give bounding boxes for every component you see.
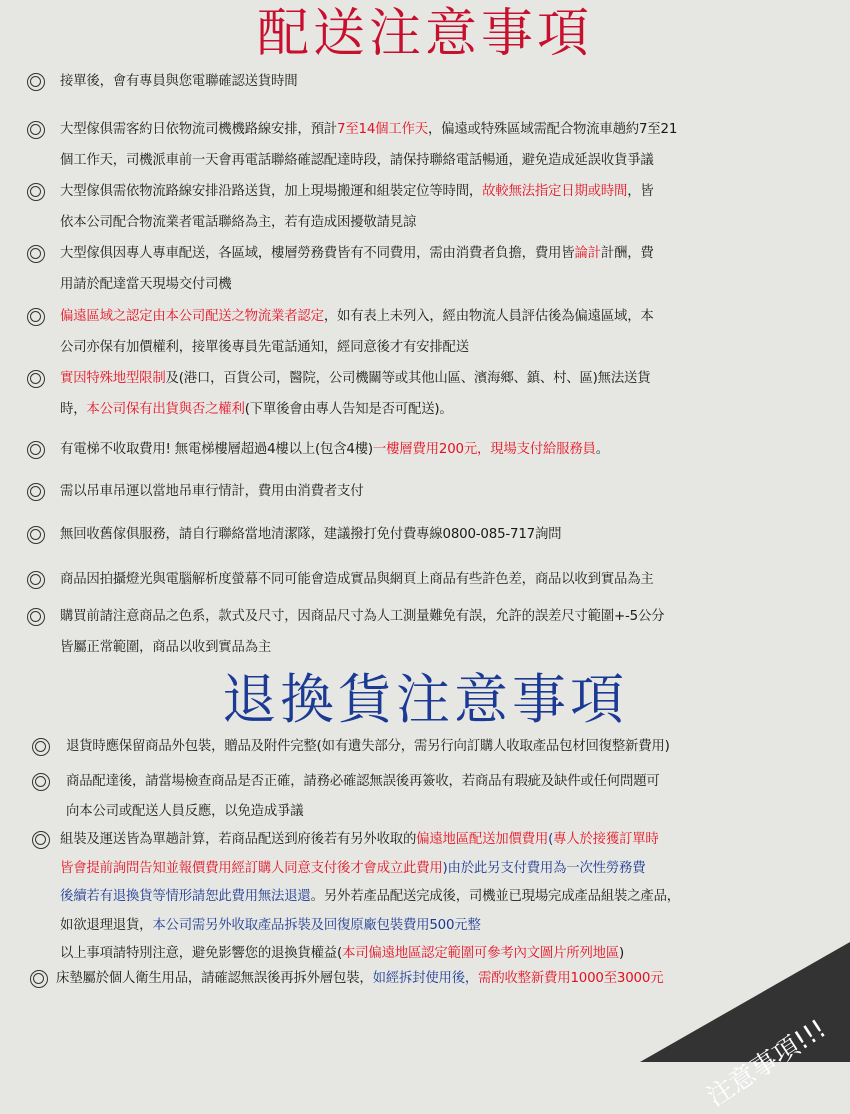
- delivery-notice-item-line: [60, 478, 363, 506]
- delivery-notice-item-line: [60, 303, 654, 331]
- delivery-notice-item-line: [60, 334, 469, 362]
- highlight-red-text: 偏遠地區配送加價費用: [416, 832, 549, 847]
- delivery-notice-item-line: [60, 240, 654, 268]
- delivery-notice-item-line: [60, 209, 416, 237]
- delivery-notice-item-line: [60, 436, 609, 464]
- body-text: 組裝及運送皆為單趟計算，若商品配送到府後若有另外收取的: [60, 832, 417, 847]
- delivery-notice-item-line: [60, 396, 453, 424]
- body-text: 大型傢俱需依物流路線安排沿路送貨，加上現場搬運和組裝定位等時間，: [60, 184, 483, 199]
- delivery-notice-item-line: [60, 116, 677, 144]
- double-circle-bullet-icon: [27, 483, 45, 501]
- delivery-notice-item-line: [60, 147, 654, 175]
- delivery-notice-item-line: [60, 603, 664, 631]
- body-text: 商品因拍攝燈光與電腦解析度螢幕不同可能會造成實品與網頁上商品有些許色差，商品以收到實品為主: [60, 572, 654, 587]
- double-circle-bullet-icon: [27, 245, 45, 263]
- highlight-red-text: 一樓層費用200元，現場支付給服務員: [372, 442, 596, 457]
- body-text: 皆屬正常範圍，商品以收到實品為主: [60, 640, 272, 655]
- highlight-red-text: 本公司保有出貨與否之權利: [86, 402, 245, 417]
- body-text: ，偏遠或特殊區域需配合物流車趟約7至21: [427, 122, 678, 137]
- body-text: 床墊屬於個人衛生用品，請確認無誤後再拆外層包裝，: [56, 971, 373, 986]
- return-notice-item-line: [60, 912, 481, 940]
- body-text: 商品配達後，請當場檢查商品是否正確，請務必確認無誤後再簽收，若商品有瑕疵及缺件或任何問題可: [66, 774, 660, 789]
- body-text: 以上事項請特別注意，避免影響您的退換貨權益(: [60, 946, 343, 961]
- highlight-red-text: 專人於接獲訂單時: [553, 832, 659, 847]
- body-text: 依本公司配合物流業者電話聯絡為主，若有造成困擾敬請見諒: [60, 215, 417, 230]
- body-text: 。另外若產品配送完成後，司機並已現場完成產品組裝之產品，: [310, 889, 680, 904]
- delivery-notice-item-line: [60, 566, 654, 594]
- double-circle-bullet-icon: [32, 831, 50, 849]
- return-notice-item-line: [56, 965, 663, 993]
- body-text: 如欲退理退貨，: [60, 917, 153, 933]
- double-circle-bullet-icon: [27, 183, 45, 201]
- body-text: 時，: [60, 402, 87, 417]
- highlight-red-text: 本司偏遠地區認定範圍可參考內文圖片所列地區: [342, 946, 620, 961]
- body-text: (下單後會由專人告知是否可配送)。: [244, 402, 453, 417]
- body-text: 退貨時應保留商品外包裝，贈品及附件完整(如有遺失部分，需另行向訂購人收取產品包材回復整新費用): [66, 739, 670, 754]
- highlight-blue-text: (: [548, 832, 554, 847]
- double-circle-bullet-icon: [27, 571, 45, 589]
- double-circle-bullet-icon: [32, 738, 50, 756]
- return-notice-item-line: [60, 855, 645, 883]
- body-text: 購買前請注意商品之色系，款式及尺寸，因商品尺寸為人工測量難免有誤，允許的誤差尺寸範圍+-5公分: [60, 609, 665, 624]
- body-text: ，皆: [627, 184, 654, 199]
- highlight-red-text: 實因特殊地型限制: [60, 371, 166, 386]
- delivery-notice-item-line: [60, 178, 654, 206]
- body-text: 公司亦保有加價權利，接單後專員先電話通知，經同意後才有安排配送: [60, 340, 469, 355]
- delivery-notice-item-line: [60, 271, 231, 299]
- highlight-red-text: 偏遠區域之認定由本公司配送之物流業者認定: [60, 309, 324, 324]
- return-notice-title: 退換貨注意事項: [222, 668, 628, 731]
- highlight-red-text: 需酌收整新費用1000至3000元: [478, 971, 664, 986]
- body-text: 及(港口，百貨公司，醫院，公司機關等或其他山區、濱海鄉、鎮、村、區)無法送貨: [165, 371, 651, 386]
- double-circle-bullet-icon: [27, 121, 45, 139]
- double-circle-bullet-icon: [27, 73, 45, 91]
- body-text: 大型傢俱需客約日依物流司機機路線安排，預計: [60, 122, 338, 137]
- body-text: 無回收舊傢俱服務，請自行聯絡當地清潔隊，建議撥打免付費專線0800-085-717詢問: [60, 527, 562, 542]
- double-circle-bullet-icon: [32, 773, 50, 791]
- double-circle-bullet-icon: [27, 526, 45, 544]
- body-text: 向本公司或配送人員反應，以免造成爭議: [66, 804, 304, 819]
- highlight-blue-text: 本公司需另外收取產品拆裝及回復原廠包裝費用500元整: [152, 917, 481, 933]
- body-text: 需以吊車吊運以當地吊車行情計，費用由消費者支付: [60, 484, 364, 499]
- body-text: 接單後，會有專員與您電聯確認送貨時間: [60, 74, 298, 89]
- corner-badge-label: 注意事項!!!: [701, 1014, 832, 1113]
- body-text: ，如有表上未列入，經由物流人員評估後為偏遠區域，本: [323, 309, 654, 324]
- return-notice-item-line: [60, 883, 680, 911]
- body-text: ): [619, 946, 625, 961]
- delivery-notice-item-line: [60, 521, 561, 549]
- double-circle-bullet-icon: [27, 441, 45, 459]
- body-text: 大型傢俱因專人專車配送，各區域，樓層勞務費皆有不同費用，需由消費者負擔，費用皆: [60, 246, 575, 261]
- delivery-notice-item-line: [60, 365, 650, 393]
- double-circle-bullet-icon: [27, 308, 45, 326]
- highlight-red-text: 論計: [574, 246, 601, 261]
- delivery-notice-title: 配送注意事項: [256, 4, 593, 64]
- return-notice-item-line: [60, 940, 624, 968]
- double-circle-bullet-icon: [30, 970, 48, 988]
- highlight-red-text: 7至14個工作天: [337, 122, 428, 137]
- body-text: 計酬，費: [600, 246, 654, 261]
- highlight-blue-text: )由於此另支付費用為一次性勞務費: [442, 860, 646, 876]
- highlight-blue-text: 後續若有退換貨等情形請恕此費用無法退還: [60, 889, 311, 904]
- double-circle-bullet-icon: [27, 608, 45, 626]
- body-text: 。: [595, 442, 609, 457]
- delivery-notice-item-line: [60, 68, 297, 96]
- highlight-red-text: 皆會提前詢問告知並報價費用經訂購人同意支付後才會成立此費用: [60, 860, 443, 876]
- return-notice-item-line: [66, 798, 303, 826]
- body-text: 用請於配達當天現場交付司機: [60, 277, 232, 292]
- highlight-blue-text: 如經拆封使用後，: [372, 971, 479, 986]
- double-circle-bullet-icon: [27, 370, 45, 388]
- return-notice-item-line: [66, 733, 670, 761]
- return-notice-item-line: [60, 826, 659, 854]
- body-text: 個工作天，司機派車前一天會再電話聯絡確認配達時段，請保持聯絡電話暢通，避免造成延誤收貨爭議: [60, 153, 654, 168]
- delivery-notice-item-line: [60, 634, 271, 662]
- highlight-red-text: 故較無法指定日期或時間: [482, 184, 628, 199]
- body-text: 有電梯不收取費用! 無電梯樓層超過4樓以上(包含4樓): [60, 442, 373, 457]
- return-notice-item-line: [66, 768, 660, 796]
